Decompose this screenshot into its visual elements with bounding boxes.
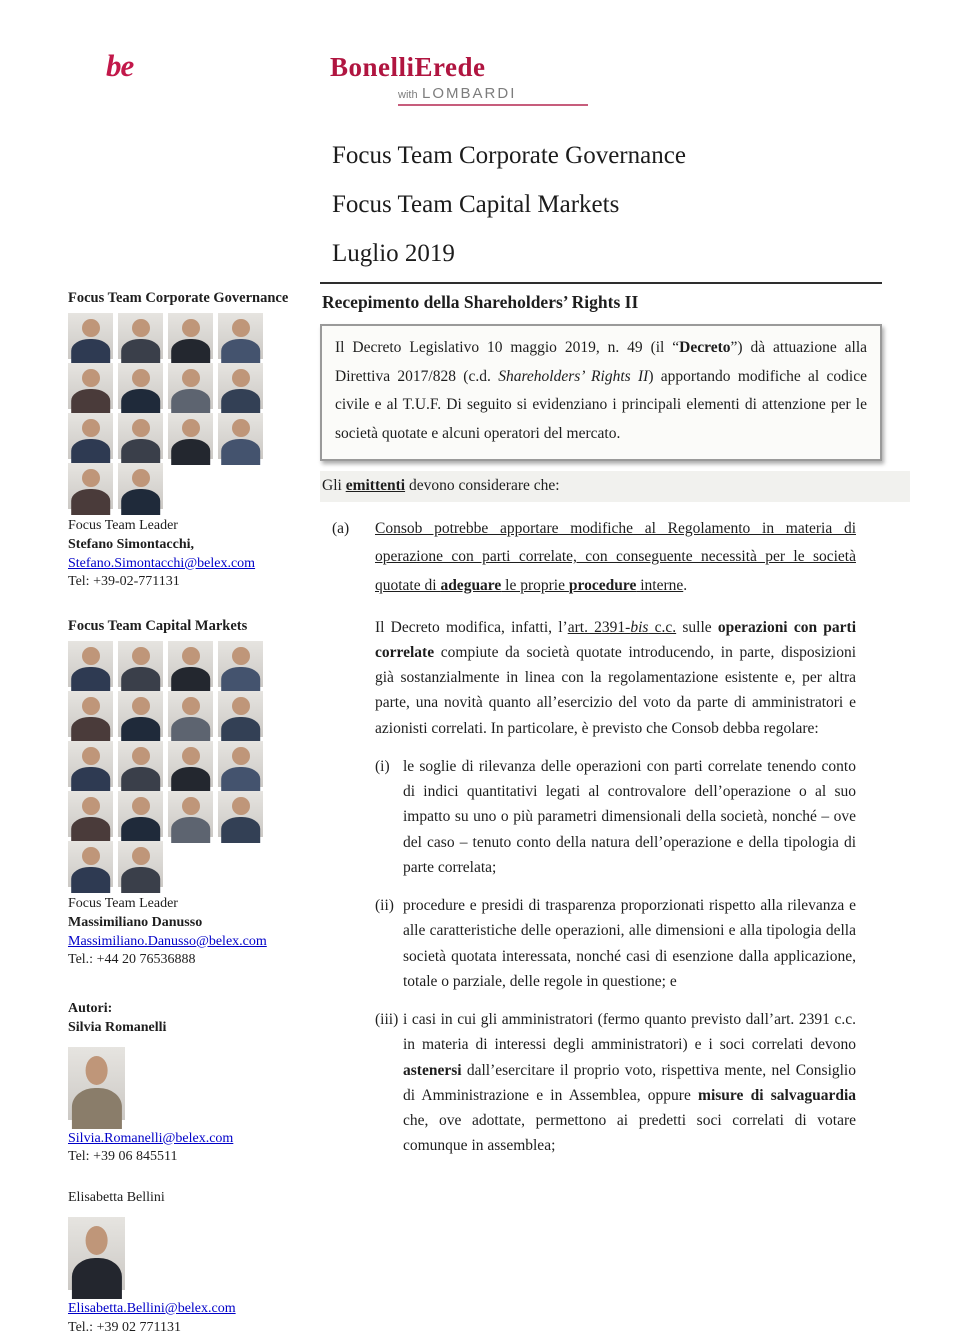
cg-leader-contact [68,517,320,592]
author-2-block [68,1189,320,1337]
headshot-photo [218,363,263,409]
section-top-rule [320,282,882,284]
headshot-photo [168,641,213,687]
headshot-photo [168,741,213,787]
headshot-photo [118,841,163,887]
document-titles [332,142,686,289]
list-item-a-label: (a) [320,515,375,1159]
author-1-email-link[interactable]: Silvia.Romanelli@belex.com [68,1130,233,1149]
headshot-photo [168,791,213,837]
headshot-photo [118,363,163,409]
section-title: Recepimento della Shareholders’ Rights II [322,292,882,313]
headshot-photo [68,363,113,409]
list-item-a-paragraph: Il Decreto modifica, infatti, l’art. 2391-bis c.c. sulle operazioni con parti correlate compiute da società quotate introducendo, in parte, disposizioni già sostanzialmente in linea con la regolamentazione esistente e, per altra parte, una novità quanto all’esercizio del voto da parte di amministratori e azionisti correlati. In particolare, è previsto che Consob debba regolare: [375,615,856,741]
headshot-photo [118,741,163,787]
list-item-a-heading: Consob potrebbe apportare modifiche al Regolamento in materia di operazione con parti correlate, con conseguente necessità per le società quotate di adeguare le proprie procedure interne. [375,515,856,601]
list-item-a-body [375,515,882,1159]
author-1-photo [68,1047,125,1120]
headshot-photo [168,363,213,409]
cm-team-photo-grid [68,641,268,887]
headshot-photo [218,741,263,787]
headshot-photo [68,313,113,359]
brand-with-label: with [398,89,418,101]
author-1-name: Silvia Romanelli [68,1019,320,1038]
author-2-photo [68,1217,125,1290]
headshot-photo [168,313,213,359]
list-item-ii-text: procedure e presidi di trasparenza proporzionati rispetto alla rilevanza e alle caratteristiche delle operazioni, alle dimensioni e alla tipologia della società quotata interessata, nonché casi di esenzione dalla applicazione, totale o parziale, delle regole in questione; e [403,893,856,994]
headshot-photo [118,413,163,459]
list-item-i-text: le soglie di rilevanza delle operazioni con parti correlate tenendo conto di indici quantitativi legati al controvalore dell’operazione o al suo impatto su uno o più parametri dimensionali della società, nonché – ove del caso – tenuto conto della natura dell’operazione e della tipologia di parte correlata; [403,754,856,880]
headshot-photo [218,691,263,737]
author-1-tel: Tel: +39 06 845511 [68,1148,320,1167]
doc-title-corporate-governance: Focus Team Corporate Governance [332,142,686,170]
headshot-photo [218,791,263,837]
headshot-photo [68,463,113,509]
brand-lombardi-label: LOMBARDI [422,85,516,102]
headshot-photo [118,791,163,837]
author-2-tel: Tel.: +39 02 771131 [68,1319,320,1337]
headshot-photo [168,413,213,459]
cm-team-label: Focus Team Capital Markets [68,618,320,635]
headshot-photo [68,691,113,737]
headshot-photo [68,841,113,887]
headshot-photo [68,741,113,787]
headshot-photo [218,413,263,459]
sidebar [68,290,320,1337]
headshot-photo [118,313,163,359]
cm-leader-tel: Tel.: +44 20 76536888 [68,951,320,970]
main-content [320,282,882,1159]
headshot-photo [68,413,113,459]
headshot-photo [68,641,113,687]
brand-block [330,52,630,83]
headshot-photo [118,463,163,509]
intro-highlight-box: Il Decreto Legislativo 10 maggio 2019, n. 49 (il “Decreto”) dà attuazione alla Direttiva 2017/828 (c.d. Shareholders’ Rights II) apportando modifiche al codice civile e al T.U.F. Di seguito si evidenziano i principali elementi di attenzione per le società quotate e alcuni operatori del mercato. [320,324,882,461]
list-item-a [320,515,882,1159]
list-item-iii-label: (iii) [375,1007,403,1159]
cm-leader-contact [68,895,320,970]
doc-title-capital-markets: Focus Team Capital Markets [332,191,686,219]
author-2-email-link[interactable]: Elisabetta.Bellini@belex.com [68,1300,236,1319]
list-item-ii-label: (ii) [375,893,403,994]
headshot-photo [168,691,213,737]
cg-leader-email-link[interactable]: Stefano.Simontacchi@belex.com [68,555,255,574]
authors-label: Autori: [68,1000,320,1019]
author-2-name: Elisabetta Bellini [68,1189,320,1208]
authors-block [68,1000,320,1167]
headshot-photo [68,791,113,837]
cg-leader-name: Stefano Simontacchi, [68,536,320,555]
cm-leader-email-link[interactable]: Massimiliano.Danusso@belex.com [68,933,267,952]
headshot-photo [218,313,263,359]
brand-name: BonelliErede [330,52,630,83]
list-item-i [375,754,856,880]
cm-leader-role: Focus Team Leader [68,895,320,914]
cg-team-label: Focus Team Corporate Governance [68,290,320,307]
list-item-iii [375,1007,856,1159]
cg-team-photo-grid [68,313,268,509]
list-item-iii-text: i casi in cui gli amministratori (fermo quanto previsto dall’art. 2391 c.c. in materia di interessi degli amministratori) e i soci correlati devono astenersi dall’esercitare il proprio voto, rispettiva mente, nel Consiglio di Amministrazione e in Assemblea, oppure misure di salvaguardia che, ove adottate, permettono ai predetti soci correlati di votare comunque in assemblea; [403,1007,856,1159]
list-item-i-label: (i) [375,754,403,880]
headshot-photo [118,641,163,687]
be-logo-icon: be [106,48,133,84]
list-item-ii [375,893,856,994]
doc-title-date: Luglio 2019 [332,240,686,268]
cg-leader-role: Focus Team Leader [68,517,320,536]
cm-leader-name: Massimiliano Danusso [68,914,320,933]
headshot-photo [218,641,263,687]
cg-leader-tel: Tel: +39-02-771131 [68,573,320,592]
headshot-photo [118,691,163,737]
emittenti-lead-line: Gli emittenti devono considerare che: [320,471,910,502]
brand-subtitle [398,85,516,103]
brand-underline-rule [398,104,588,106]
